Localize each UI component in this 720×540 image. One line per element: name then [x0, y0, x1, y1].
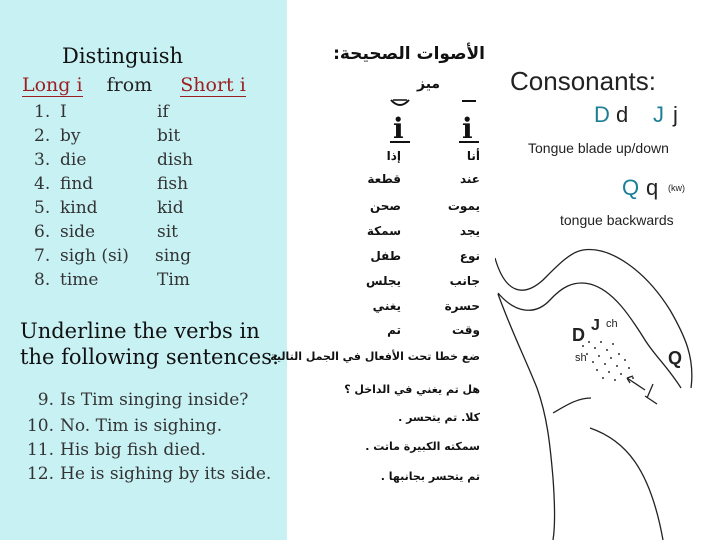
item-number: 6.: [34, 222, 51, 242]
arabic-word: طفل: [370, 249, 401, 263]
arabic-word: تم: [387, 323, 401, 337]
short-i-word: kid: [157, 198, 184, 218]
underline-icon: [457, 139, 481, 145]
instruction-line: Underline the verbs in: [20, 319, 260, 343]
item-number: 1.: [34, 102, 51, 122]
arabic-sentence: هل تم يغني في الداخل ؟: [344, 383, 480, 396]
long-i-label: Long i: [22, 74, 83, 96]
arabic-word: وقت: [451, 323, 480, 337]
arabic-word: جانب: [449, 274, 480, 288]
english-panel: [0, 0, 287, 540]
arabic-word: يغني: [372, 299, 401, 313]
sentence-text: His big fish died.: [60, 440, 207, 460]
item-number: 4.: [34, 174, 51, 194]
letter-q-lower: q: [646, 175, 659, 200]
instruction-line: the following sentences:: [20, 345, 280, 369]
letter-q-upper: Q: [622, 175, 640, 200]
consonants-panel: [495, 0, 720, 540]
kw-note: (kw): [668, 183, 685, 193]
exercise-instructions: [20, 318, 279, 370]
item-number: 8.: [34, 270, 51, 290]
short-i-label: Short i: [180, 74, 246, 96]
sentence-text: He is sighing by its side.: [60, 464, 272, 484]
sentence-number: 10.: [26, 416, 54, 436]
from-label: from: [106, 74, 153, 96]
letter-d-upper: D: [594, 102, 610, 127]
page-title: Distinguish: [62, 44, 183, 68]
long-i-word: I: [60, 102, 67, 122]
letter-d-lower: d: [616, 102, 629, 127]
short-vowel-mark-icon: [458, 98, 480, 110]
arabic-word: نوع: [459, 249, 480, 263]
arabic-sentence: تم يتحسر بجانبها .: [380, 470, 480, 483]
long-i-word: find: [60, 174, 94, 194]
long-i-word: time: [60, 270, 99, 290]
short-i-word: sit: [157, 222, 178, 242]
arabic-word: عند: [459, 172, 480, 186]
sentence-text: Is Tim singing inside?: [60, 390, 249, 410]
short-i-word: sing: [155, 246, 191, 266]
mouth-diagram: [495, 238, 720, 540]
subheading: [22, 74, 246, 96]
long-i-word: die: [60, 150, 87, 170]
tongue-arrows: [627, 376, 657, 404]
long-i-word: sigh (si): [60, 246, 129, 266]
tongue-backwards-note: tongue backwards: [560, 212, 674, 228]
sentence-text: No. Tim is sighing.: [60, 416, 223, 436]
arabic-word: قطعة: [367, 172, 401, 186]
sentence-number: 11.: [26, 440, 54, 460]
diagram-label-sh: sh: [575, 352, 587, 364]
arabic-word: يجد: [459, 224, 480, 238]
arabic-word: صحن: [369, 199, 401, 213]
face-profile-outline: [495, 250, 692, 540]
diagram-label-j: J: [591, 317, 600, 334]
arabic-subheading: ميز: [417, 76, 441, 92]
diagram-label-q: Q: [668, 348, 683, 368]
short-i-word: if: [157, 102, 169, 122]
item-number: 3.: [34, 150, 51, 170]
short-i-word: Tim: [157, 270, 190, 290]
sentence-number: 12.: [26, 464, 54, 484]
item-number: 2.: [34, 126, 51, 146]
arabic-panel: [270, 0, 495, 540]
short-i-symbol: i: [462, 112, 473, 145]
arabic-heading: الأصوات الصحيحة:: [333, 44, 485, 64]
arabic-word: سمكة: [366, 224, 401, 238]
letter-j-lower: j: [673, 102, 678, 127]
long-i-word: kind: [60, 198, 98, 218]
letter-j-upper: J: [653, 102, 664, 127]
sentence-number: 9.: [37, 390, 54, 410]
short-i-word: dish: [157, 150, 193, 170]
short-i-word: fish: [157, 174, 189, 194]
underline-icon: [388, 139, 412, 145]
long-i-word: side: [60, 222, 96, 242]
arabic-word: يجلس: [365, 274, 401, 288]
tongue-blade-note: Tongue blade up/down: [528, 140, 669, 156]
long-i-word: by: [60, 126, 81, 146]
item-number: 7.: [34, 246, 51, 266]
long-vowel-mark-icon: [389, 98, 411, 110]
arabic-word: حسرة: [444, 299, 480, 313]
arabic-sentence: سمكته الكبيرة ماتت .: [365, 440, 480, 453]
item-number: 5.: [34, 198, 51, 218]
consonants-title: Consonants:: [510, 66, 656, 96]
arabic-instructions: ضع خطا تحت الأفعال في الجمل التالية: [270, 350, 480, 363]
long-i-symbol: i: [393, 112, 404, 145]
short-i-word: bit: [157, 126, 181, 146]
arabic-word: إذا: [386, 149, 401, 163]
arabic-word: أنا: [466, 149, 480, 163]
diagram-label-d: D: [572, 325, 585, 345]
arabic-sentence: كلا. تم يتحسر .: [398, 411, 480, 424]
diagram-label-ch: ch: [606, 318, 618, 330]
tongue-dots: [582, 341, 634, 381]
arabic-word: يموت: [447, 199, 480, 213]
